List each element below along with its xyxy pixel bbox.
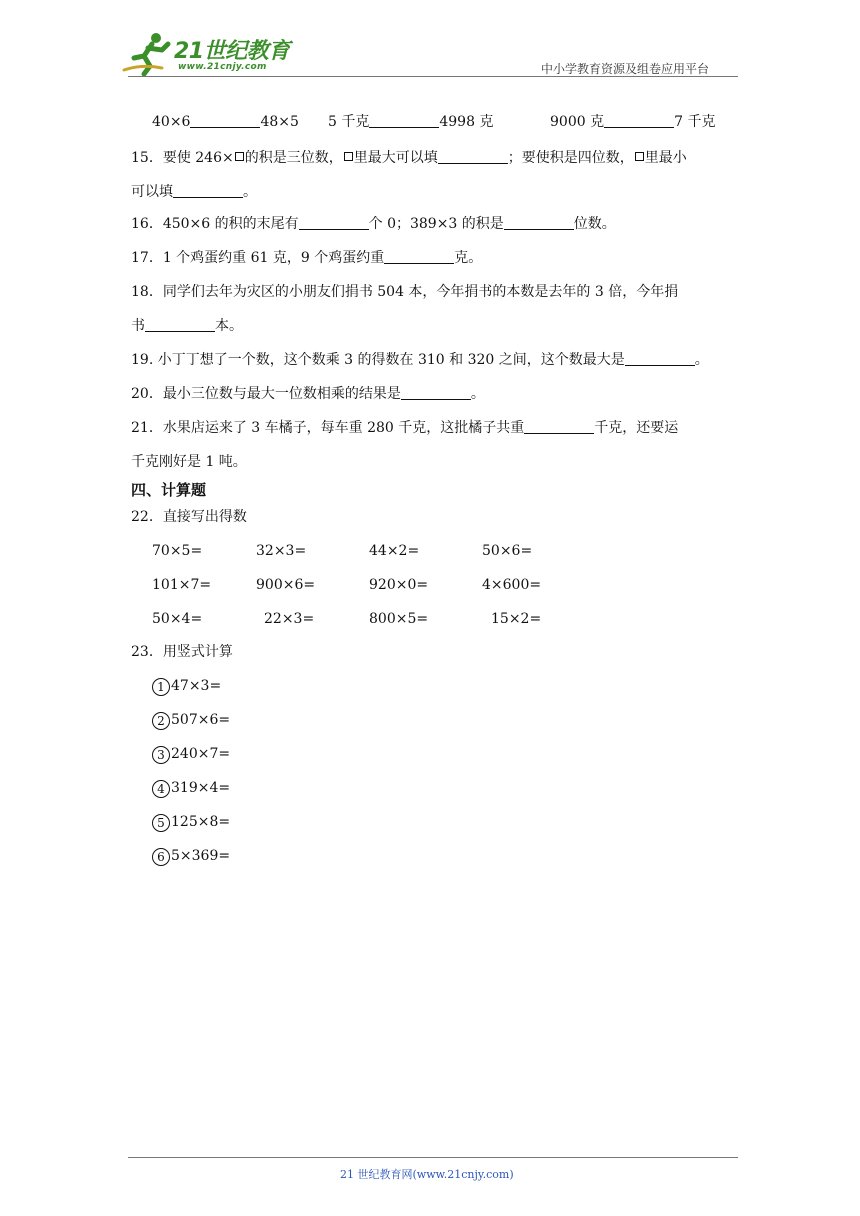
- calc-item: 50×4=: [152, 611, 203, 627]
- box-placeholder: [635, 152, 644, 161]
- answer-blank[interactable]: [145, 317, 215, 332]
- q15-text: 15．要使 246×: [131, 150, 234, 166]
- section-heading: 四、计算题: [131, 481, 207, 499]
- vertical-calc-item: [152, 847, 230, 866]
- answer-blank[interactable]: [369, 113, 439, 128]
- running-figure-icon: [122, 30, 174, 76]
- calc-item: 800×5=: [369, 611, 429, 627]
- q17-text: 克。: [454, 250, 483, 266]
- compare-a-right: 48×5: [260, 114, 299, 130]
- question-15-line2: [131, 183, 257, 201]
- q15-text: ；要使积是四位数，: [507, 150, 634, 166]
- circled-number: 2: [152, 712, 170, 730]
- footer-link[interactable]: 21 世纪教育网(www.21cnjy.com): [340, 1168, 514, 1181]
- header-platform-title: 中小学教育资源及组卷应用平台: [541, 62, 710, 76]
- circled-number: 4: [152, 780, 170, 798]
- calc-expression: 507×6=: [171, 712, 231, 728]
- calc-item: 101×7=: [152, 577, 212, 593]
- calc-expression: 47×3=: [171, 678, 222, 694]
- logo-url: www.21cnjy.com: [178, 62, 267, 72]
- question-19: [131, 351, 709, 369]
- calc-expression: 125×8=: [171, 814, 231, 830]
- footer-divider: [128, 1157, 738, 1158]
- question-21-line2: 千克刚好是 1 吨。: [131, 454, 247, 470]
- calc-item: 4×600=: [482, 577, 542, 593]
- calc-item: 44×2=: [369, 543, 420, 559]
- q20-text: 20．最小三位数与最大一位数相乘的结果是: [131, 386, 401, 402]
- question-15-line1: [131, 149, 687, 167]
- compare-b-right: 4998 克: [439, 114, 494, 130]
- question-22-title: 22．直接写出得数: [131, 509, 247, 525]
- circled-number: 5: [152, 814, 170, 832]
- calc-item: 900×6=: [256, 577, 316, 593]
- answer-blank[interactable]: [524, 419, 594, 434]
- q15-text: 里最大可以填: [353, 150, 438, 166]
- answer-blank[interactable]: [401, 385, 471, 400]
- compare-row-c: [550, 113, 715, 131]
- answer-blank[interactable]: [384, 249, 454, 264]
- q18-text: 书: [131, 318, 145, 334]
- compare-row: [152, 113, 299, 131]
- vertical-calc-item: [152, 745, 230, 764]
- box-placeholder: [344, 152, 353, 161]
- q19-text: 19. 小丁丁想了一个数，这个数乘 3 的得数在 310 和 320 之间，这个数最大是: [131, 352, 625, 368]
- q21-text: 21．水果店运来了 3 车橘子，每车重 280 千克，这批橘子共重: [131, 420, 525, 436]
- vertical-calc-item: [152, 677, 221, 696]
- vertical-calc-item: [152, 711, 230, 730]
- site-logo: [122, 30, 292, 78]
- question-18-line2: [131, 317, 243, 335]
- vertical-calc-item: [152, 813, 230, 832]
- q15-text: 的积是三位数，: [244, 150, 343, 166]
- calc-item: 50×6=: [482, 543, 533, 559]
- calc-item: 32×3=: [256, 543, 307, 559]
- q21-text: 千克，还要运: [594, 420, 679, 436]
- compare-row-b: [328, 113, 493, 131]
- question-16: [131, 215, 616, 233]
- answer-blank[interactable]: [299, 215, 369, 230]
- circled-number: 6: [152, 848, 170, 866]
- q15-text: 可以填: [131, 184, 173, 200]
- compare-b-left: 5 千克: [328, 114, 370, 130]
- answer-blank[interactable]: [604, 113, 674, 128]
- box-placeholder: [235, 152, 244, 161]
- q15-text: 。: [243, 184, 257, 200]
- q16-text: 个 0；389×3 的积是: [368, 216, 504, 232]
- q15-text: 里最小: [644, 150, 687, 166]
- q17-text: 17．1 个鸡蛋约重 61 克，9 个鸡蛋约重: [131, 250, 385, 266]
- compare-c-left: 9000 克: [550, 114, 605, 130]
- circled-number: 1: [152, 678, 170, 696]
- question-20: [131, 385, 485, 403]
- calc-item: 70×5=: [152, 543, 203, 559]
- answer-blank[interactable]: [625, 351, 695, 366]
- q16-text: 位数。: [573, 216, 616, 232]
- circled-number: 3: [152, 746, 170, 764]
- q18-text: 本。: [215, 318, 243, 334]
- calc-item: 15×2=: [491, 611, 542, 627]
- compare-a-left: 40×6: [152, 114, 191, 130]
- calc-expression: 319×4=: [171, 780, 231, 796]
- answer-blank[interactable]: [173, 183, 243, 198]
- q19-text: 。: [694, 352, 709, 368]
- calc-expression: 5×369=: [171, 848, 231, 864]
- question-17: [131, 249, 482, 267]
- q20-text: 。: [470, 386, 485, 402]
- calc-item: 22×3=: [264, 611, 315, 627]
- compare-c-right: 7 千克: [674, 114, 716, 130]
- calc-item: 920×0=: [369, 577, 429, 593]
- calc-expression: 240×7=: [171, 746, 231, 762]
- question-18-line1: 18．同学们去年为灾区的小朋友们捐书 504 本，今年捐书的本数是去年的 3 倍，今年捐: [131, 284, 679, 300]
- question-21-line1: [131, 419, 678, 437]
- vertical-calc-item: [152, 779, 230, 798]
- answer-blank[interactable]: [190, 113, 260, 128]
- question-23-title: 23．用竖式计算: [131, 644, 233, 660]
- answer-blank[interactable]: [438, 149, 508, 164]
- logo-text: 21世纪教育: [174, 39, 290, 64]
- q16-text: 16．450×6 的积的末尾有: [131, 216, 299, 232]
- answer-blank[interactable]: [504, 215, 574, 230]
- header-divider: [128, 76, 738, 77]
